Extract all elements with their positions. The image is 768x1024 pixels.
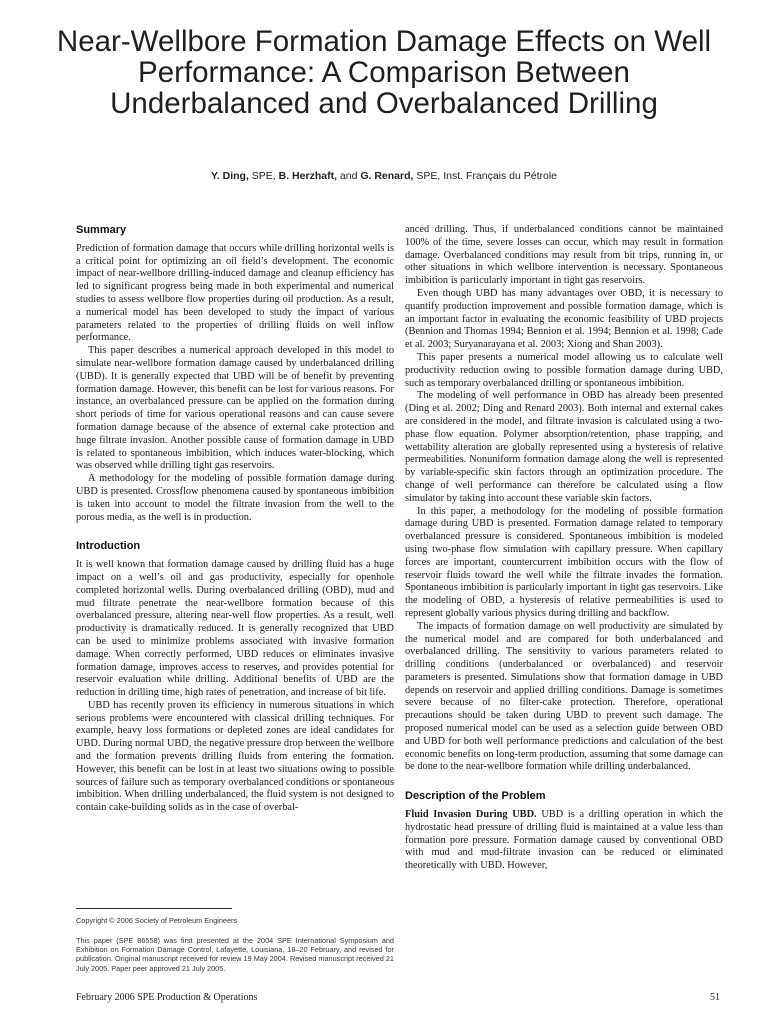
footnote-divider <box>76 908 232 909</box>
summary-paragraph: This paper describes a numerical approach developed in this model to simulate near-wellbore formation damage caused by underbalanced drilling (UBD). It is generally expected that UBD will be of benefit by preventing formation damage. However, this benefit can be lost for various reasons. For instance, an overbalanced pressure can be applied on the formation during short periods of time for various operational reasons and can cause severe formation damage because of the absence of external cake protection and huge filtrate invasion. Another possible cause of formation damage in UBD is related to spontaneous imbibition, which induces water-blocking, which was observed while drilling tight gas reservoirs. <box>76 345 394 472</box>
right-column <box>405 224 723 873</box>
fluid-invasion-text: UBD is a drilling operation in which the hydrostatic head pressure of drilling fluid is maintained at a value less than formation pore pressure. Formation damage caused by conventional OBD with mud and mud-filtrate invasion can be reduced or eliminated theoretically with UBD. However, <box>405 809 723 872</box>
body-paragraph: Even though UBD has many advantages over OBD, it is necessary to quantify production improvement and possible formation damage, which is an important factor in evaluating the economic feasibility of UBD projects (Bennion and Thomas 1994; Bennion et al. 1994; Bennion et al. 1998; Cade et al. 2003; Suryanarayana et al. 2003; Xiong and Shan 2003). <box>405 287 723 351</box>
author-2-name: B. Herzhaft, <box>278 170 337 182</box>
body-paragraph: The modeling of well performance in OBD has already been presented (Ding et al. 2002; Ding and Renard 2003). Both internal and external cakes are considered in the model, and filtrate invasion is calculated using a two-phase flow equation. Polymer absorption/retention, phase trapping, and wettability alteration are globally represented using a hysteresis of relative permeabilities. Nonuniform formation damage along the well is represented by variable-specific skin factors through an optimization procedure. The change of well performance can therefore be calculated using a flow simulator by taking into account these variable skin factors. <box>405 390 723 504</box>
fluid-invasion-subheading: Fluid Invasion During UBD. <box>405 809 537 821</box>
author-2-affiliation: and <box>336 170 361 182</box>
summary-paragraph: Prediction of formation damage that occurs while drilling horizontal wells is a critical point for optimizing an oil field’s development. The economic impact of near-wellbore drilling-induced damage and cleanup efficiency has led to significant progress being made in both experimental and numerical studies to assess wellbore flow properties during oil production. As a result, a numerical model has been developed to study the impact of various parameters related to the properties of drilling fluids on well inflow performance. <box>76 242 394 344</box>
page-number: 51 <box>710 992 720 1003</box>
author-line <box>40 170 728 182</box>
author-1-name: Y. Ding, <box>210 170 249 182</box>
introduction-paragraph: UBD has recently proven its efficiency in numerous situations in which serious problems were encountered with classical drilling techniques. For example, heavy loss formations or depleted zones are ideal candidates for UBD. During normal UBD, the negative pressure drop between the wellbore and the formation prevents drilling fluids from entering the formation. However, this benefit can be lost in at least two situations owing to possible sources of failure such as temporary overbalanced conditions or spontaneous imbibition. When drilling underbalanced, the fluid system is not designed to contain cake-building solids as in the case of overbal- <box>76 699 394 814</box>
summary-paragraph: A methodology for the modeling of possible formation damage during UBD is presented. Crossflow phenomena caused by spontaneous imbibition is taken into account to model the filtrate invasion from the well to the porous media, as the well is in production. <box>76 473 394 523</box>
journal-footer: February 2006 SPE Production & Operations <box>76 992 258 1003</box>
paper-history-note: This paper (SPE 86558) was first presented at the 2004 SPE International Symposium and Exhibition on Formation Damage Control, Lafayette, Louisiana, 18–20 February, and revised for publication. Original manuscript received for review 19 May 2004. Revised manuscript received 21 July 2005. Paper peer approved 21 July 2005. <box>76 936 394 973</box>
introduction-paragraph: It is well known that formation damage caused by drilling fluid has a huge impact on a well’s oil and gas productivity, especially for openhole completed horizontal wells. During overbalanced drilling (OBD), mud and mud filtrate penetrate the near-wellbore formation because of this overbalanced pressure, altering near-well flow properties. As a result, well productivity is dramatically reduced. It is generally recognized that UBD can be used to minimize problems associated with invasive formation damage. When correctly performed, UBD reduces or eliminates invasive formation damage, improves access to reserves, and provides potential for reservoir evaluation while drilling. Additional benefits of UBD are the reduction in drilling time, high rates of penetration, and increase of bit life. <box>76 559 394 699</box>
summary-heading: Summary <box>76 224 127 236</box>
author-1-affiliation: SPE, <box>248 170 279 182</box>
copyright-note: Copyright © 2006 Society of Petroleum Engineers <box>76 916 238 925</box>
left-column <box>76 224 394 815</box>
author-3-affiliation: SPE, Inst. Français du Pétrole <box>413 170 558 182</box>
body-paragraph: This paper presents a numerical model allowing us to calculate well productivity reduction owing to possible formation damage during UBD, such as temporary overbalanced drilling or spontaneous imbibition. <box>405 351 723 389</box>
problem-heading: Description of the Problem <box>405 790 546 803</box>
body-paragraph: The impacts of formation damage on well productivity are simulated by the numerical model and are compared for both underbalanced and overbalanced drilling. The sensitivity to various parameters related to drilling conditions (underbalanced or overbalanced) and reservoir parameters is presented. Simulations show that formation damage in UBD depends on reservoir and applied drilling conditions. Damage is sometimes severe because of no filter-cake protection. Therefore, operational precautions should be taken during UBD to prevent such damage. The proposed numerical model can be used as a selection guide between OBD and UBD for both well performance predictions and calculation of the best economic benefits on long-term production, assuming that some damage can be done to the near-wellbore formation while drilling underbalanced. <box>405 620 723 773</box>
fluid-invasion-paragraph <box>405 809 723 873</box>
paper-title: Near-Wellbore Formation Damage Effects on Well Performance: A Comparison Between Underbalanced and Overbalanced Drilling <box>56 25 712 120</box>
author-3-name: G. Renard, <box>360 170 414 182</box>
body-paragraph: anced drilling. Thus, if underbalanced conditions cannot be maintained 100% of the time, severe losses can occur, which may result in formation damage. Overbalanced conditions may result from bit trips, running in, or other situations in which wellbore intervention is necessary. Spontaneous imbibition is particularly important in tight gas reservoirs. <box>405 224 723 287</box>
body-paragraph: In this paper, a methodology for the modeling of possible formation damage during UBD is presented. Formation damage related to temporary overbalanced pressure is considered. Spontaneous imbibition is modeled using two-phase flow simulation with capillary pressure. When capillary forces are important, countercurrent imbibition occurs with the flow of reservoir fluids toward the well while the filtrate invades the formation. Spontaneous imbibition is particularly important in tight gas reservoirs. Like the modeling of OBD, a hysteresis of relative permeabilities is used to represent globally various physics during drilling and backflow. <box>405 505 723 619</box>
introduction-heading: Introduction <box>76 540 141 553</box>
